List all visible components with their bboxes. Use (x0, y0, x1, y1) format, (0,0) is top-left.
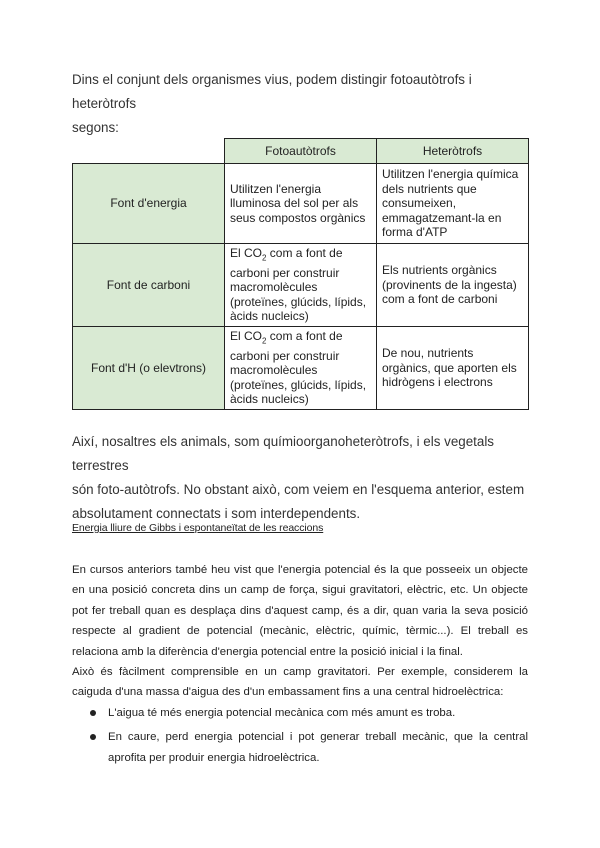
cell-hetero-carboni: Els nutrients orgànics (provinents de la ingesta) com a font de carboni (377, 244, 529, 327)
summary-paragraph (72, 430, 532, 526)
summary-line-1: Així, nosaltres els animals, som químioorganoheteròtrofs, i els vegetals terrestres (72, 434, 495, 473)
cell-foto-carboni-text: com a font de carboni per construir macromolècules (proteïnes, glúcids, lípids, àcids nucleics) (230, 246, 367, 324)
cell-foto-carboni (225, 244, 377, 327)
cell-hetero-energia: Utilitzen l'energia química dels nutrients que consumeixen, emmagatzemant-la en forma d'ATP (377, 164, 529, 244)
intro-paragraph (72, 68, 532, 140)
list-item (72, 703, 528, 723)
column-header-heterotrofs: Heteròtrofs (377, 139, 529, 164)
intro-line-1: Dins el conjunt dels organismes vius, podem distingir fotoautòtrofs i heteròtrofs (72, 72, 472, 111)
summary-line-2: són foto-autòtrofs. No obstant això, com veiem en l'esquema anterior, estem (72, 482, 525, 497)
column-header-fotoautotrofs: Fotoautòtrofs (225, 139, 377, 164)
bullet-icon (90, 710, 96, 716)
row-label-font-carboni: Font de carboni (73, 244, 225, 327)
body-paragraph-1: En cursos anteriors també heu vist que l'energia potencial és la que posseeix un objecte en una posició concreta dins un camp de força, sigui gravitatori, elèctric, etc. Un objecte pot fer treball quan es desplaça dins d'aquest camp, és a dir, quan varia la seva posició respecte al gradient de potencial (mecànic, elèctric, químic, tèrmic...). El treball es relaciona amb la diferència d'energia potencial entre la posició inicial i la final. (72, 564, 528, 658)
table-row (73, 164, 529, 244)
row-label-font-energia: Font d'energia (73, 164, 225, 244)
intro-line-2: segons: (72, 120, 119, 135)
co2-prefix: El CO (230, 328, 263, 343)
body-paragraph-2: Això és fàcilment comprensible en un camp gravitatori. Per exemple, considerem la caiguda d'una massa d'aigua des d'un embassament fins a una central hidroelèctrica: (72, 666, 528, 699)
table-corner-cell (73, 139, 225, 164)
row-label-font-h: Font d'H (o elevtrons) (73, 326, 225, 409)
body-text (72, 560, 528, 768)
comparison-table (72, 138, 529, 410)
table-row (73, 326, 529, 409)
table-header-row (73, 139, 529, 164)
cell-foto-energia: Utilitzen l'energia lluminosa del sol per als seus compostos orgànics (225, 164, 377, 244)
co2-subscript: 2 (262, 253, 267, 263)
list-item (72, 727, 528, 768)
cell-foto-h (225, 326, 377, 409)
bullet-text: En caure, perd energia potencial i pot generar treball mecànic, que la central aprofita per produir energia hidroelèctrica. (108, 731, 528, 764)
co2-prefix: El CO (230, 246, 263, 260)
bullet-text: L'aigua té més energia potencial mecànica com més amunt es troba. (108, 706, 456, 719)
bullet-icon (90, 734, 96, 740)
cell-hetero-h: De nou, nutrients orgànics, que aporten els hidrògens i electrons (377, 326, 529, 409)
section-heading: Energia lliure de Gibbs i espontaneïtat de les reaccions (72, 522, 324, 534)
summary-line-3: absolutament connectats i som interdependents. (72, 506, 361, 521)
table-row (73, 244, 529, 327)
co2-subscript: 2 (262, 336, 267, 346)
cell-foto-h-text: com a font de carboni per construir macromolècules (proteïnes, glúcids, lípids, àcids nucleics) (230, 328, 367, 407)
bullet-list (72, 703, 528, 768)
